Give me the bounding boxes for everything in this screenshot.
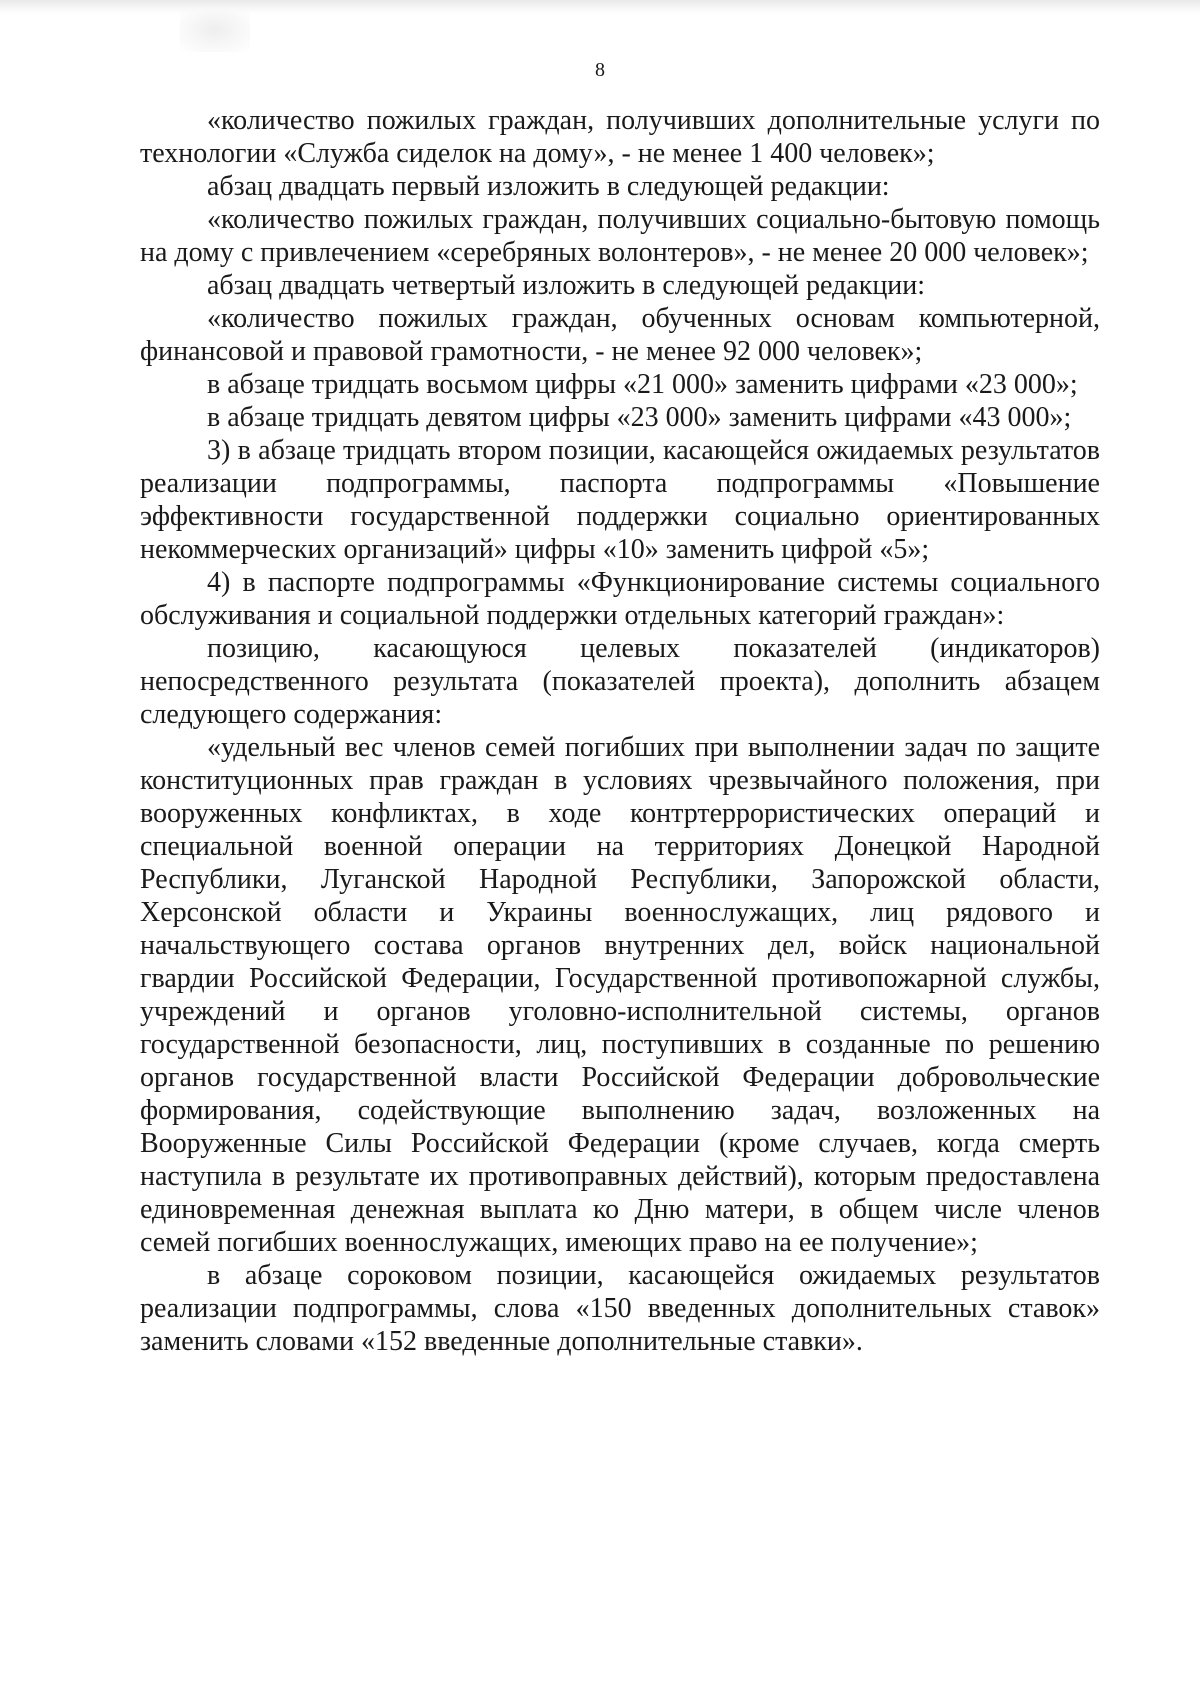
paragraph-6: в абзаце тридцать восьмом цифры «21 000» заменить цифрами «23 000»; [207,369,1078,400]
scan-smudge [180,8,250,52]
paragraph-10: позицию, касающуюся целевых показателей (индикаторов) непосредственного результата (показателей проекта), дополнить абзацем следующего содержания: [140,633,1100,730]
paragraph-1: «количество пожилых граждан, получивших дополнительные услуги по технологии «Служба сиделок на дому», - не менее 1 400 человек»; [140,105,1100,169]
document-body [140,104,1100,1358]
paragraph-3: «количество пожилых граждан, получивших социально-бытовую помощь на дому с привлечением «серебряных волонтеров», - не менее 20 000 человек»; [140,204,1100,268]
paragraph-8: 3) в абзаце тридцать втором позиции, касающейся ожидаемых результатов реализации подпрограммы, паспорта подпрограммы «Повышение эффективности государственной поддержки социально ориентированных некоммерческих организаций» цифры «10» заменить цифрой «5»; [140,435,1100,565]
paragraph-2: абзац двадцать первый изложить в следующей редакции: [207,171,890,202]
page-number: 8 [595,59,605,81]
paragraph-7: в абзаце тридцать девятом цифры «23 000» заменить цифрами «43 000»; [207,402,1072,433]
paragraph-4: абзац двадцать четвертый изложить в следующей редакции: [207,270,926,301]
paragraph-12: в абзаце сороковом позиции, касающейся ожидаемых результатов реализации подпрограммы, слова «150 введенных дополнительных ставок» заменить словами «152 введенные дополнительные ставки». [140,1260,1100,1357]
paragraph-9: 4) в паспорте подпрограммы «Функционирование системы социального обслуживания и социальной поддержки отдельных категорий граждан»: [140,567,1100,631]
paragraph-11: «удельный вес членов семей погибших при выполнении задач по защите конституционных прав граждан в условиях чрезвычайного положения, при вооруженных конфликтах, в ходе контртеррористических операций и специальной военной операции на территориях Донецкой Народной Республики, Луганской Народной Республики, Запорожской области, Херсонской области и Украины военнослужащих, лиц рядового и начальствующего состава органов внутренних дел, войск национальной гвардии Российской Федерации, Государственной противопожарной службы, учреждений и органов уголовно-исполнительной системы, органов государственной безопасности, лиц, поступивших в созданные по решению органов государственной власти Российской Федерации добровольческие формирования, содействующие выполнению задач, возложенных на Вооруженные Силы Российской Федерации (кроме случаев, когда смерть наступила в результате их противоправных действий), которым предоставлена единовременная денежная выплата ко Дню матери, в общем числе членов семей погибших военнослужащих, имеющих право на ее получение»; [140,732,1100,1258]
paragraph-5: «количество пожилых граждан, обученных основам компьютерной, финансовой и правовой грамотности, - не менее 92 000 человек»; [140,303,1100,367]
